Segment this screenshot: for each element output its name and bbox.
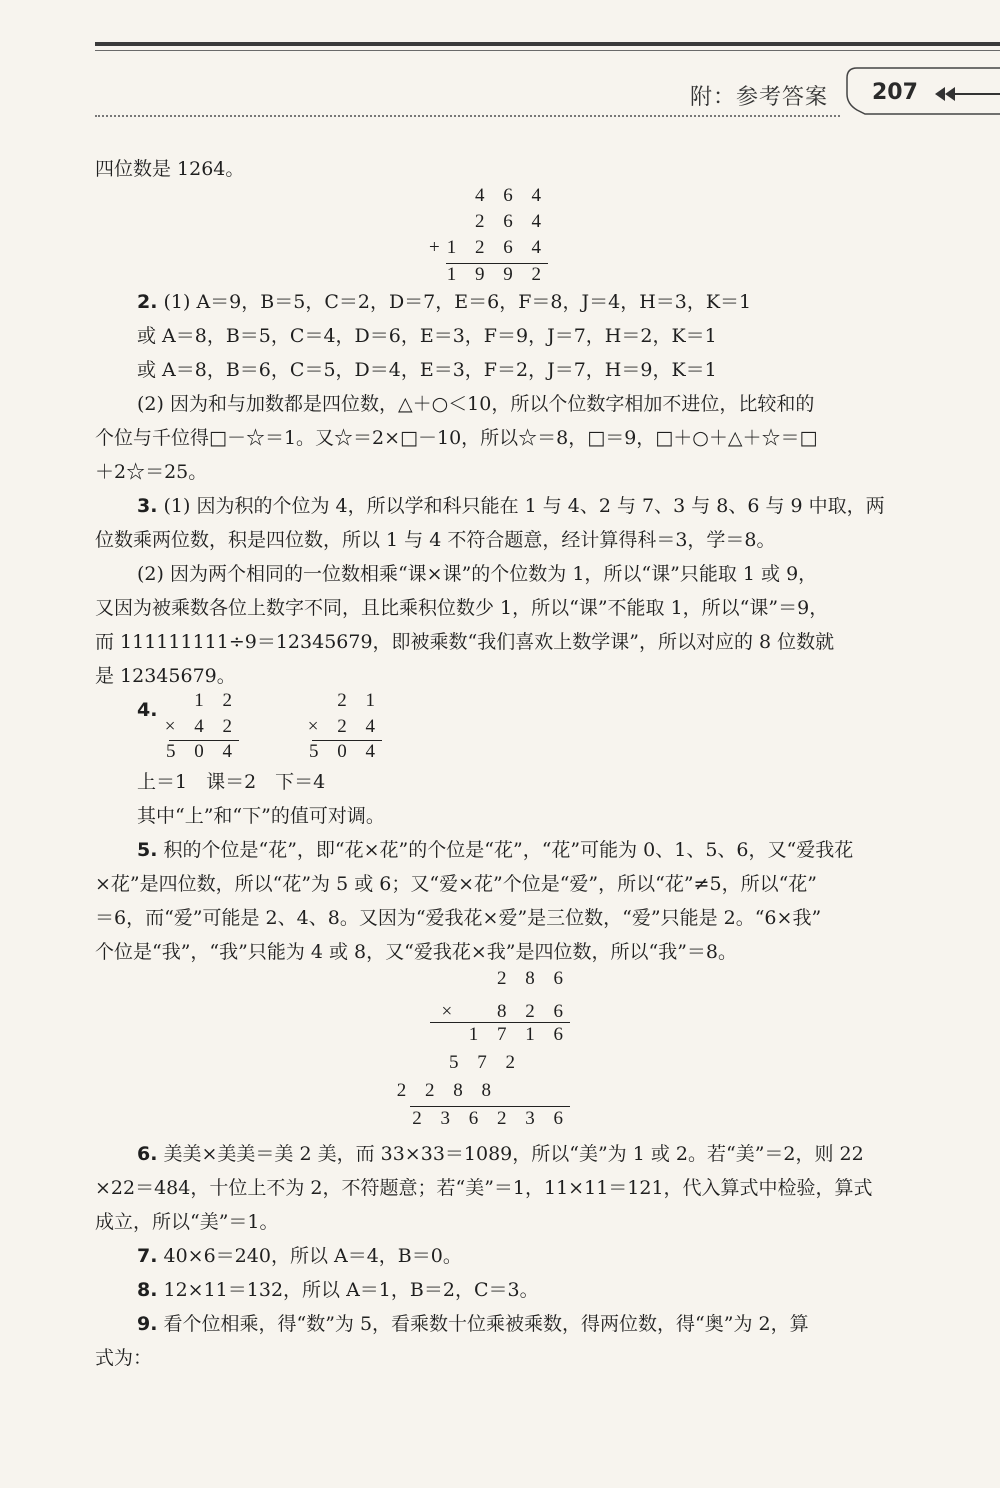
calc-row: 2 8 6 <box>497 968 570 989</box>
item-number: 3. <box>137 495 158 517</box>
text-line: 是 12345679。 <box>95 665 236 687</box>
text-line: 3. (1) 因为积的个位为 4，所以学和科只能在 1 与 4、2 与 7、3 与 8、6 与 9 中取，两 <box>137 495 885 517</box>
text-line: 或 A＝8，B＝6，C＝5，D＝4，E＝3，F＝2，J＝7，H＝9，K＝1 <box>137 359 717 381</box>
calc-row: 2 3 6 2 3 6 <box>412 1108 570 1129</box>
text-line: 四位数是 1264。 <box>95 158 245 180</box>
calc-row: 5 0 4 <box>166 741 239 762</box>
text-line: 个位是“我”，“我”只能为 4 或 8，又“爱我花×我”是四位数，所以“我”＝8。 <box>95 941 738 963</box>
calc-row: × 2 4 <box>307 716 382 737</box>
item-number: 6. <box>137 1143 158 1165</box>
text-line: ×花”是四位数，所以“花”为 5 或 6；又“爱×花”个位是“爱”，所以“花”≠5，所以“花” <box>95 873 817 895</box>
header-dotted-line <box>95 115 840 117</box>
text-line: 上＝1 课＝2 下＝4 <box>137 771 326 793</box>
calc-rule <box>430 1022 570 1023</box>
text-line <box>137 698 157 722</box>
header-rule <box>95 42 1000 46</box>
item-number: 9. <box>137 1313 158 1335</box>
text-line: ×22＝484，十位上不为 2，不符题意；若“美”＝1，11×11＝121，代入算式中检验，算式 <box>95 1177 873 1199</box>
text-line: 9. 看个位相乘，得“数”为 5，看乘数十位乘被乘数，得两位数，得“奥”为 2，算 <box>137 1313 809 1335</box>
text-line: 5. 积的个位是“花”，即“花×花”的个位是“花”，“花”可能为 0、1、5、6，又“爱我花 <box>137 839 854 861</box>
double-chevron-left-icon <box>925 84 1000 104</box>
text-line: 6. 美美×美美＝美 2 美，而 33×33＝1089，所以“美”为 1 或 2。若“美”＝2，则 22 <box>137 1143 864 1165</box>
text-line: (2) 因为和与加数都是四位数，△＋○＜10，所以个位数字相加不进位，比较和的 <box>137 393 815 415</box>
text-line: 8. 12×11＝132，所以 A＝1，B＝2，C＝3。 <box>137 1279 539 1301</box>
text-line: 又因为被乘数各位上数字不同，且比乘积位数少 1，所以“课”不能取 1，所以“课”＝9， <box>95 597 829 619</box>
text-line: 式为： <box>95 1347 153 1369</box>
calc-row: 1 2 <box>194 690 239 711</box>
calc-row: +1 2 6 4 <box>429 237 548 258</box>
item-number: 7. <box>137 1245 158 1267</box>
calc-row: × 4 2 <box>164 716 239 737</box>
calc-row: × 8 2 6 <box>441 1001 570 1022</box>
calc-row: 2 6 4 <box>475 211 548 232</box>
text-line: 其中“上”和“下”的值可对调。 <box>137 805 385 827</box>
multiplication-calc <box>165 690 239 770</box>
item-number: 2. <box>137 291 158 313</box>
text-line: ＋2☆＝25。 <box>95 461 208 483</box>
text-line: 或 A＝8，B＝5，C＝4，D＝6，E＝3，F＝9，J＝7，H＝2，K＝1 <box>137 325 717 347</box>
header-title: 附：参考答案 <box>690 85 829 110</box>
calc-row: 1 7 1 6 <box>468 1024 570 1045</box>
text-line: 成立，所以“美”＝1。 <box>95 1211 279 1233</box>
header-rule-thin <box>95 50 1000 51</box>
calc-rule <box>410 1106 570 1107</box>
text-line: 位数乘两位数，积是四位数，所以 1 与 4 不符合题意，经计算得科＝3，学＝8。 <box>95 529 776 551</box>
long-multiplication-calc <box>396 968 570 1133</box>
text-line: 个位与千位得□－☆＝1。又☆＝2×□－10，所以☆＝8，□＝9，□＋○＋△＋☆＝□ <box>95 427 818 449</box>
item-number: 5. <box>137 839 158 861</box>
calc-row: 1 9 9 2 <box>446 264 548 285</box>
text-line: 7. 40×6＝240，所以 A＝4，B＝0。 <box>137 1245 462 1267</box>
item-number: 8. <box>137 1279 158 1301</box>
multiplication-calc <box>308 690 382 770</box>
addition-calc <box>429 185 548 285</box>
page-number: 207 <box>872 80 918 105</box>
text-line: 2. (1) A＝9，B＝5，C＝2，D＝7，E＝6，F＝8，J＝4，H＝3，K＝1 <box>137 291 752 313</box>
calc-row: 4 6 4 <box>475 185 548 206</box>
text-line: ＝6，而“爱”可能是 2、4、8。又因为“爱我花×爱”是三位数，“爱”只能是 2。“6×我” <box>95 907 822 929</box>
calc-row: 2 2 8 8 <box>396 1080 498 1101</box>
text-line: (2) 因为两个相同的一位数相乘“课×课”的个位数为 1，所以“课”只能取 1 或 9， <box>137 563 818 585</box>
calc-row: 2 1 <box>337 690 382 711</box>
calc-row: 5 0 4 <box>309 741 382 762</box>
calc-row: 5 7 2 <box>449 1052 522 1073</box>
item-number: 4. <box>137 699 158 721</box>
text-line: 而 111111111÷9＝12345679，即被乘数“我们喜欢上数学课”，所以对应的 8 位数就 <box>95 631 835 653</box>
